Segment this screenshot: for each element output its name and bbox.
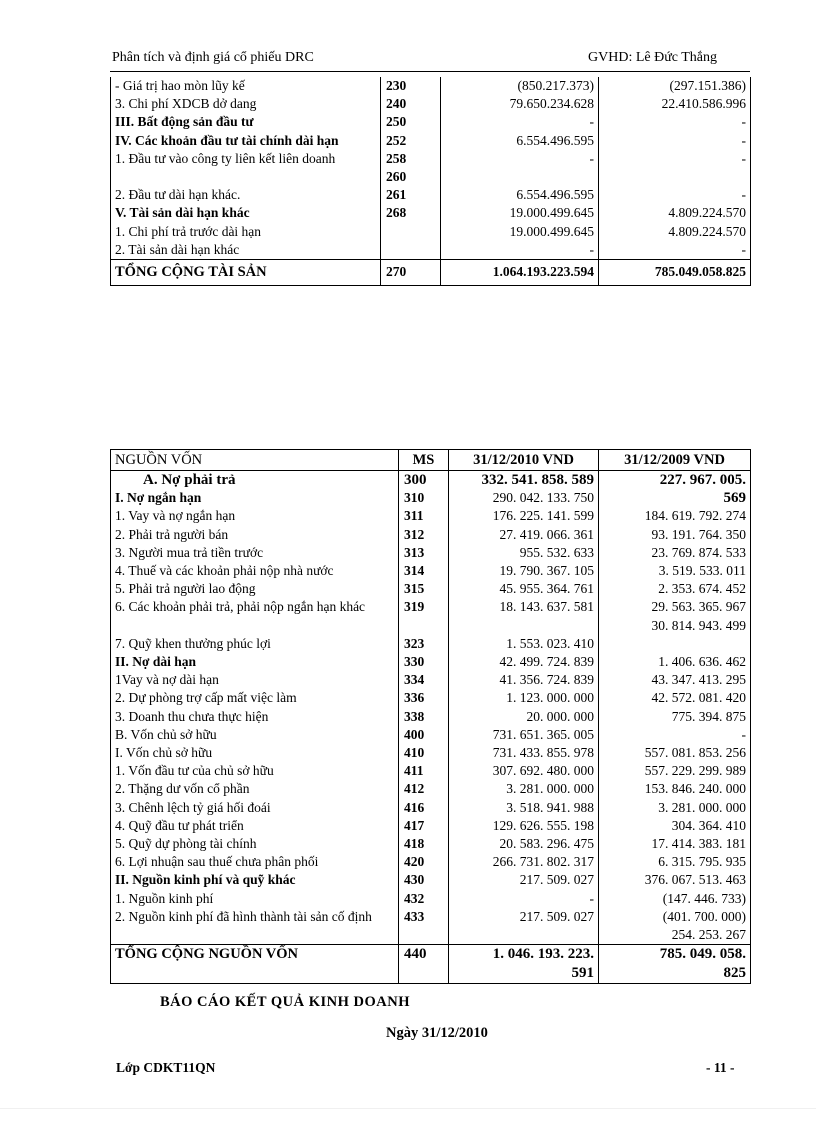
table-row — [111, 780, 751, 798]
row-code: 314 — [399, 562, 449, 580]
table-row — [111, 223, 751, 241]
row-label: IV. Các khoản đầu tư tài chính dài hạn — [111, 132, 381, 150]
row-value-2010: 217. 509. 027 — [449, 908, 599, 945]
header-code: MS — [399, 450, 449, 471]
row-value-2009: 4.809.224.570 — [599, 223, 751, 241]
row-label: 1. Nguồn kinh phí — [111, 890, 399, 908]
table-row — [111, 689, 751, 707]
row-code: 313 — [399, 544, 449, 562]
total-value-2010 — [449, 945, 599, 984]
row-label: B. Vốn chủ sở hữu — [111, 726, 399, 744]
table-row — [111, 507, 751, 525]
row-label: I. Nợ ngắn hạn — [111, 489, 399, 507]
table-row — [111, 204, 751, 222]
total-code: 440 — [399, 945, 449, 984]
value-line-1: 785. 049. 058. — [659, 946, 746, 963]
table-row — [111, 744, 751, 762]
row-label: 4. Quỹ đầu tư phát triển — [111, 817, 399, 835]
table-row — [111, 908, 751, 945]
table-header-row — [111, 450, 751, 471]
row-label: I. Vốn chủ sở hữu — [111, 744, 399, 762]
total-value-2009 — [599, 945, 751, 984]
row-value-2009: 23. 769. 874. 533 — [599, 544, 751, 562]
row-code: 230 — [381, 77, 441, 95]
row-label: 2. Nguồn kinh phí đã hình thành tài sản cố định — [111, 908, 399, 945]
row-value-2010: 3. 518. 941. 988 — [449, 799, 599, 817]
row-label: 2. Thặng dư vốn cổ phần — [111, 780, 399, 798]
table-row — [111, 544, 751, 562]
row-value-2010: - — [441, 241, 599, 260]
row-label: 1. Vốn đầu tư của chủ sở hữu — [111, 762, 399, 780]
row-value-2009: 569 — [599, 489, 751, 507]
total-label: TỔNG CỘNG TÀI SẢN — [111, 260, 381, 286]
row-code: 416 — [399, 799, 449, 817]
row-value-2009 — [599, 635, 751, 653]
row-value-2010: 27. 419. 066. 361 — [449, 526, 599, 544]
total-code: 270 — [381, 260, 441, 286]
header-2010: 31/12/2010 VND — [449, 450, 599, 471]
total-capital-row — [111, 945, 751, 984]
header-name: NGUỒN VỐN — [111, 450, 399, 471]
row-code: 433 — [399, 908, 449, 945]
row-value-2010: 45. 955. 364. 761 — [449, 580, 599, 598]
row-code: 418 — [399, 835, 449, 853]
row-value-2009: 557. 229. 299. 989 — [599, 762, 751, 780]
table-row — [111, 817, 751, 835]
row-value-2010: (850.217.373) — [441, 77, 599, 95]
row-label: 1. Đầu tư vào công ty liên kết liên doanh — [111, 150, 381, 186]
capital-table — [110, 449, 751, 984]
row-value-2009: 3. 281. 000. 000 — [599, 799, 751, 817]
row-label: 3. Người mua trả tiền trước — [111, 544, 399, 562]
row-code: 261 — [381, 186, 441, 204]
row-value-2009: 17. 414. 383. 181 — [599, 835, 751, 853]
value-line-2: 30. 814. 943. 499 — [651, 617, 746, 633]
row-value-2010: 20. 000. 000 — [449, 708, 599, 726]
page-header-supervisor: GVHD: Lê Đức Thắng — [588, 50, 718, 65]
row-value-2009: 184. 619. 792. 274 — [599, 507, 751, 525]
row-value-2010: 731. 433. 855. 978 — [449, 744, 599, 762]
table-row — [111, 150, 751, 186]
row-value-2010: 6.554.496.595 — [441, 186, 599, 204]
value-line-1: (401. 700. 000) — [662, 908, 746, 924]
row-value-2009: - — [599, 241, 751, 260]
table-row — [111, 562, 751, 580]
row-value-2010: 731. 651. 365. 005 — [449, 726, 599, 744]
row-value-2009: 22.410.586.996 — [599, 95, 751, 113]
row-value-2010: - — [441, 113, 599, 131]
table-row — [111, 113, 751, 131]
row-value-2010: 42. 499. 724. 839 — [449, 653, 599, 671]
row-label: 5. Phải trả người lao động — [111, 580, 399, 598]
row-label: 7. Quỹ khen thưởng phúc lợi — [111, 635, 399, 653]
table-row — [111, 580, 751, 598]
row-code: 400 — [399, 726, 449, 744]
row-value-2010: 41. 356. 724. 839 — [449, 671, 599, 689]
row-code: 336 — [399, 689, 449, 707]
row-value-2010: - — [441, 150, 599, 186]
row-code: 411 — [399, 762, 449, 780]
row-label: II. Nguồn kinh phí và quỹ khác — [111, 871, 399, 889]
total-assets-row — [111, 260, 751, 286]
row-label: 6. Lợi nhuận sau thuế chưa phân phối — [111, 853, 399, 871]
row-code: 311 — [399, 507, 449, 525]
row-value-2009 — [599, 908, 751, 945]
row-code: 252 — [381, 132, 441, 150]
row-code: 319 — [399, 598, 449, 634]
row-code: 410 — [399, 744, 449, 762]
row-value-2009: 775. 394. 875 — [599, 708, 751, 726]
table-row — [111, 241, 751, 260]
row-value-2010: - — [449, 890, 599, 908]
row-label: 1Vay và nợ dài hạn — [111, 671, 399, 689]
row-code: 310 — [399, 489, 449, 507]
row-value-2010: 332. 541. 858. 589 — [449, 471, 599, 490]
row-value-2009: - — [599, 113, 751, 131]
row-value-2009: - — [599, 150, 751, 186]
row-value-2010: 1. 553. 023. 410 — [449, 635, 599, 653]
value-line-2: 591 — [571, 965, 594, 982]
table-row — [111, 77, 751, 95]
row-value-2010: 307. 692. 480. 000 — [449, 762, 599, 780]
row-code — [381, 241, 441, 260]
table-row — [111, 489, 751, 507]
footer-divider — [0, 1108, 816, 1109]
row-value-2009: 227. 967. 005. — [599, 471, 751, 490]
table-row — [111, 799, 751, 817]
row-code — [381, 223, 441, 241]
row-code: 240 — [381, 95, 441, 113]
row-value-2010: 20. 583. 296. 475 — [449, 835, 599, 853]
row-value-2010: 955. 532. 633 — [449, 544, 599, 562]
row-code: 323 — [399, 635, 449, 653]
row-value-2009: - — [599, 186, 751, 204]
report-date: Ngày 31/12/2010 — [386, 1025, 488, 1041]
report-title: BÁO CÁO KẾT QUẢ KINH DOANH — [160, 994, 410, 1010]
row-label: 2. Đầu tư dài hạn khác. — [111, 186, 381, 204]
total-label: TỔNG CỘNG NGUỒN VỐN — [111, 945, 399, 984]
row-value-2009: - — [599, 132, 751, 150]
table-row — [111, 890, 751, 908]
row-label: 3. Chênh lệch tỷ giá hối đoái — [111, 799, 399, 817]
table-row — [111, 471, 751, 490]
row-label: - Giá trị hao mòn lũy kế — [111, 77, 381, 95]
table-row — [111, 871, 751, 889]
table-row — [111, 598, 751, 634]
row-label: 2. Phải trả người bán — [111, 526, 399, 544]
total-value-2009: 785.049.058.825 — [599, 260, 751, 286]
row-label: 5. Quỹ dự phòng tài chính — [111, 835, 399, 853]
table-row — [111, 726, 751, 744]
row-label: 1. Vay và nợ ngắn hạn — [111, 507, 399, 525]
row-value-2009: (297.151.386) — [599, 77, 751, 95]
table-row — [111, 186, 751, 204]
row-value-2010: 176. 225. 141. 599 — [449, 507, 599, 525]
row-label: A. Nợ phải trả — [111, 471, 399, 490]
row-code: 312 — [399, 526, 449, 544]
row-value-2010: 19.000.499.645 — [441, 223, 599, 241]
row-value-2009: 42. 572. 081. 420 — [599, 689, 751, 707]
page-header-title: Phân tích và định giá cổ phiếu DRC — [112, 50, 314, 65]
row-value-2009: 304. 364. 410 — [599, 817, 751, 835]
row-value-2010: 217. 509. 027 — [449, 871, 599, 889]
row-code — [381, 150, 441, 186]
row-value-2010: 266. 731. 802. 317 — [449, 853, 599, 871]
total-value-2010: 1.064.193.223.594 — [441, 260, 599, 286]
row-value-2010: 18. 143. 637. 581 — [449, 598, 599, 634]
row-value-2009: 153. 846. 240. 000 — [599, 780, 751, 798]
row-value-2010: 19.000.499.645 — [441, 204, 599, 222]
row-label: 6. Các khoản phải trả, phải nộp ngắn hạn khác — [111, 598, 399, 634]
table-row — [111, 132, 751, 150]
row-label: 2. Tài sản dài hạn khác — [111, 241, 381, 260]
row-code: 338 — [399, 708, 449, 726]
row-code: 330 — [399, 653, 449, 671]
code-primary: 258 — [386, 150, 407, 166]
row-value-2010: 129. 626. 555. 198 — [449, 817, 599, 835]
table-row — [111, 95, 751, 113]
row-code: 412 — [399, 780, 449, 798]
row-code: 250 — [381, 113, 441, 131]
table-row — [111, 853, 751, 871]
value-line-2: 825 — [723, 965, 746, 982]
row-value-2010: 19. 790. 367. 105 — [449, 562, 599, 580]
table-row — [111, 835, 751, 853]
value-line-2: 254. 253. 267 — [671, 927, 746, 943]
table-row — [111, 762, 751, 780]
table-row — [111, 635, 751, 653]
row-label: V. Tài sản dài hạn khác — [111, 204, 381, 222]
code-secondary: 260 — [386, 169, 407, 185]
row-value-2010: 290. 042. 133. 750 — [449, 489, 599, 507]
row-value-2009 — [599, 598, 751, 634]
row-code: 315 — [399, 580, 449, 598]
row-value-2009: 376. 067. 513. 463 — [599, 871, 751, 889]
row-value-2009: 2. 353. 674. 452 — [599, 580, 751, 598]
row-label: III. Bất động sản đầu tư — [111, 113, 381, 131]
table-row — [111, 526, 751, 544]
header-divider — [110, 71, 750, 72]
value-line-1: 29. 563. 365. 967 — [651, 599, 746, 615]
row-code: 432 — [399, 890, 449, 908]
table-row — [111, 671, 751, 689]
row-label: 3. Doanh thu chưa thực hiện — [111, 708, 399, 726]
row-value-2010: 79.650.234.628 — [441, 95, 599, 113]
row-label: 1. Chi phí trả trước dài hạn — [111, 223, 381, 241]
row-value-2009: - — [599, 726, 751, 744]
row-label: 3. Chi phí XDCB dở dang — [111, 95, 381, 113]
row-label: 4. Thuế và các khoản phải nộp nhà nước — [111, 562, 399, 580]
row-value-2009: 557. 081. 853. 256 — [599, 744, 751, 762]
row-value-2009: 93. 191. 764. 350 — [599, 526, 751, 544]
table-row — [111, 653, 751, 671]
row-code: 268 — [381, 204, 441, 222]
assets-table — [110, 77, 751, 286]
row-code: 417 — [399, 817, 449, 835]
header-2009: 31/12/2009 VND — [599, 450, 751, 471]
row-value-2010: 6.554.496.595 — [441, 132, 599, 150]
row-value-2010: 1. 123. 000. 000 — [449, 689, 599, 707]
row-value-2010: 3. 281. 000. 000 — [449, 780, 599, 798]
row-code: 300 — [399, 471, 449, 490]
row-value-2009: (147. 446. 733) — [599, 890, 751, 908]
row-label: II. Nợ dài hạn — [111, 653, 399, 671]
value-line-1: 1. 046. 193. 223. — [492, 946, 594, 963]
row-code: 430 — [399, 871, 449, 889]
row-code: 420 — [399, 853, 449, 871]
table-row — [111, 708, 751, 726]
row-value-2009: 1. 406. 636. 462 — [599, 653, 751, 671]
row-value-2009: 4.809.224.570 — [599, 204, 751, 222]
page-number: - 11 - — [706, 1060, 735, 1075]
row-value-2009: 43. 347. 413. 295 — [599, 671, 751, 689]
row-value-2009: 3. 519. 533. 011 — [599, 562, 751, 580]
row-value-2009: 6. 315. 795. 935 — [599, 853, 751, 871]
row-label: 2. Dự phòng trợ cấp mất việc làm — [111, 689, 399, 707]
footer-class: Lớp CDKT11QN — [116, 1060, 216, 1075]
row-code: 334 — [399, 671, 449, 689]
